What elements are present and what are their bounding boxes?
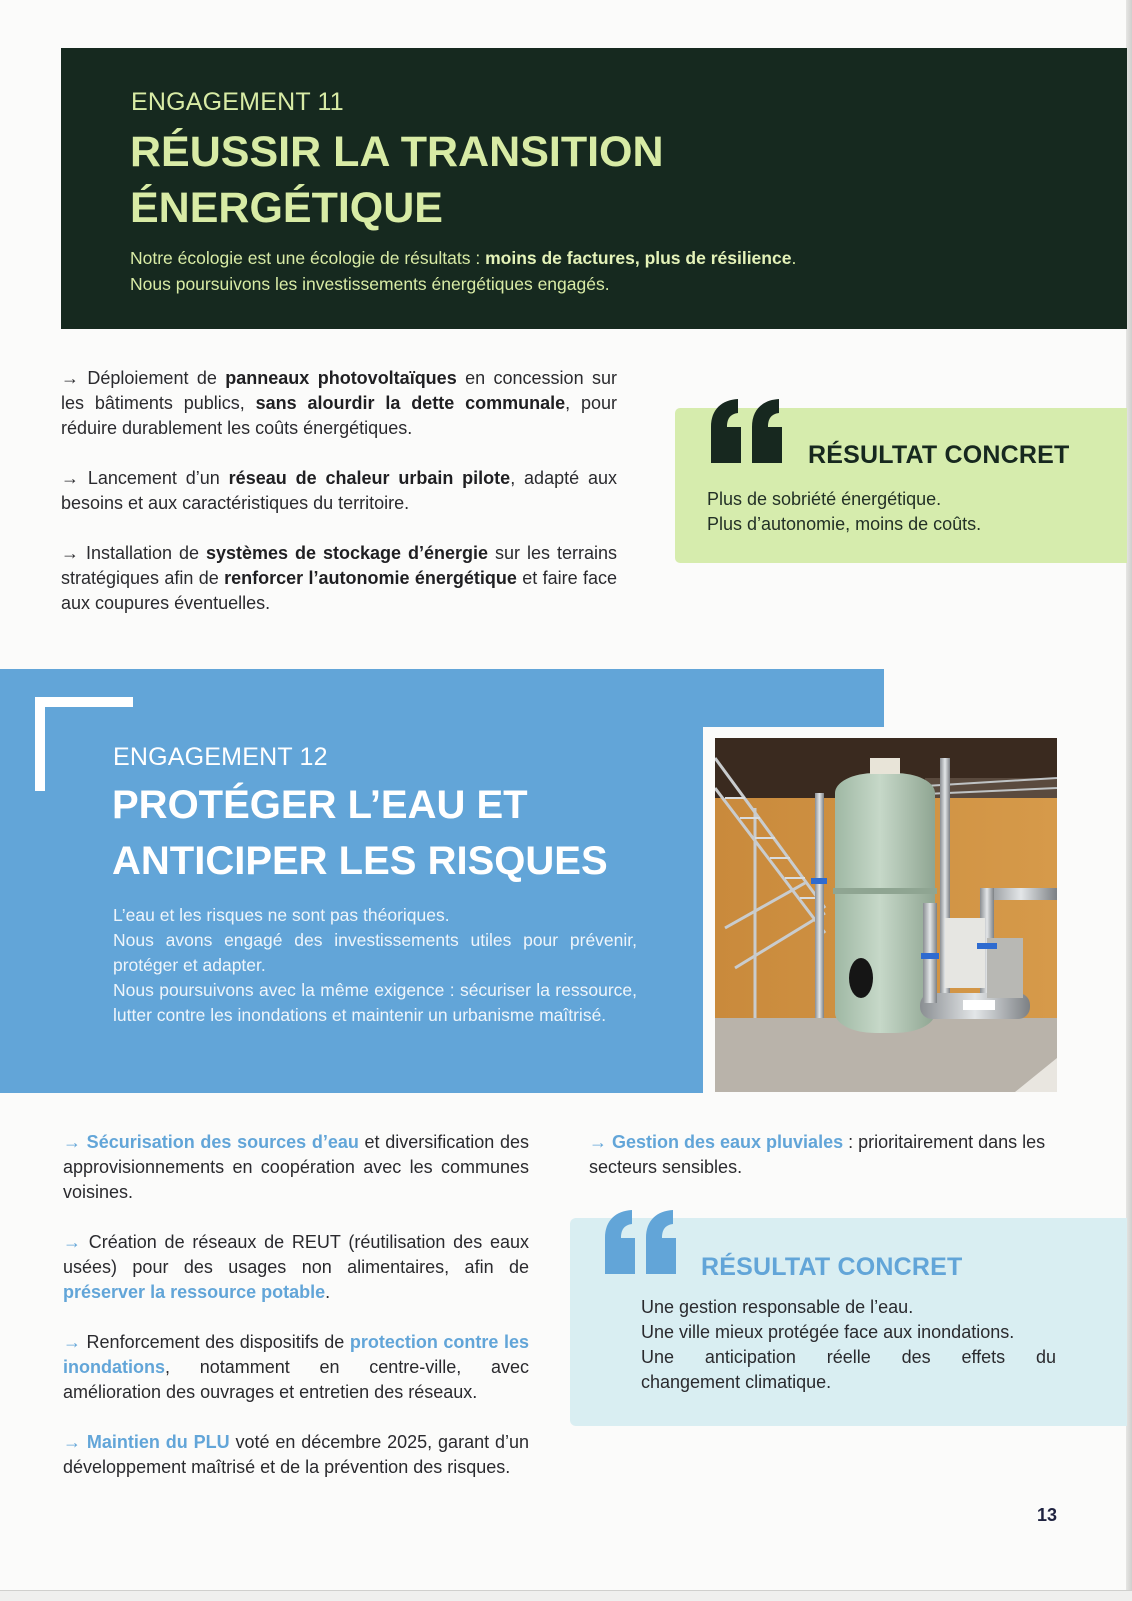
bullet-highlight: Sécurisation des sources d’eau [81, 1132, 359, 1152]
arrow-right-icon: → [63, 1132, 81, 1152]
page-bottom-edge [0, 1590, 1132, 1601]
list-item [63, 1330, 529, 1405]
bullet-text: . [325, 1282, 331, 1302]
water-treatment-photo [715, 738, 1057, 1092]
bullet-text: , notamment en centre-ville, avec amélioration des ouvrages et entretien des réseaux. [63, 1357, 529, 1402]
bullet-text: : prioritairement dans les secteurs sensibles. [589, 1132, 1046, 1177]
engagement-11-header [61, 48, 1127, 329]
bullet-text: , pour réduire durablement les coûts énergétiques. [61, 393, 617, 438]
arrow-right-icon: → [63, 1232, 81, 1252]
list-item [63, 1130, 529, 1205]
list-item [63, 1230, 529, 1305]
result-title: RÉSULTAT CONCRET [808, 441, 1070, 469]
engagement-11-bullet-list [61, 366, 617, 641]
intro-paragraph: L’eau et les risques ne sont pas théoriques. [113, 905, 450, 925]
result-line: Une anticipation réelle des effets du [641, 1347, 1056, 1367]
bullet-text: voté en décembre 2025, garant d’un développement maîtrisé et de la prévention des risques. [63, 1432, 529, 1477]
bullet-emphasis: systèmes de stockage d’énergie [206, 543, 489, 563]
bullet-highlight: Gestion des eaux pluviales [607, 1132, 844, 1152]
engagement-11-title-line2: ÉNERGÉTIQUE [130, 184, 443, 232]
result-text [641, 1295, 1056, 1395]
intro-emphasis: moins de factures, plus de résilience [485, 248, 792, 268]
bullet-highlight: protection contre les inondations [63, 1332, 529, 1377]
result-line: Une gestion responsable de l’eau. [641, 1297, 914, 1317]
arrow-right-icon: → [61, 468, 79, 488]
bullet-text: Lancement d’un [79, 468, 229, 488]
result-line: changement climatique. [641, 1372, 832, 1392]
intro-paragraph: Nous poursuivons avec la même exigence : sécuriser la ressource, lutter contre les inondations et maintenir un urbanisme maîtrisé. [113, 980, 637, 1025]
engagement-11-intro-line2: Nous poursuivons les investissements énergétiques engagés. [130, 274, 610, 294]
engagement-12-intro [113, 903, 637, 1028]
engagement-11-title [130, 124, 830, 236]
bullet-emphasis: renforcer l’autonomie énergétique [224, 568, 517, 588]
quote-icon [708, 397, 786, 463]
list-item [61, 541, 617, 616]
bullet-highlight: préserver la ressource potable [63, 1282, 326, 1302]
engagement-12-title-line1: PROTÉGER L’EAU ET [112, 783, 528, 827]
list-item [61, 366, 617, 441]
arrow-right-icon: → [589, 1132, 607, 1152]
page-number: 13 [1037, 1505, 1058, 1525]
bullet-text: sur les terrains stratégiques afin de [61, 543, 617, 588]
bullet-emphasis: réseau de chaleur urbain pilote [228, 468, 511, 488]
result-title: RÉSULTAT CONCRET [701, 1253, 963, 1281]
result-line: Plus de sobriété énergétique. [707, 489, 942, 509]
quote-icon [602, 1208, 680, 1274]
corner-bracket-decoration [35, 697, 133, 707]
result-text [707, 487, 1107, 537]
bullet-emphasis: sans alourdir la dette communale [255, 393, 566, 413]
bullet-text: , adapté aux besoins et aux caractéristiques du territoire. [61, 468, 617, 513]
engagement-11-title-line1: RÉUSSIR LA TRANSITION [130, 128, 664, 176]
engagement-12-bullet-list [63, 1130, 529, 1505]
corner-bracket-decoration [35, 697, 45, 791]
bullet-text: Déploiement de [79, 368, 226, 388]
bullet-text: et diversification des approvisionnements en coopération avec les communes voisines. [63, 1132, 529, 1202]
result-line: Une ville mieux protégée face aux inondations. [641, 1322, 1015, 1342]
bullet-text: Installation de [79, 543, 206, 563]
bullet-text: Renforcement des dispositifs de [81, 1332, 350, 1352]
engagement-11-intro [130, 245, 1090, 297]
engagement-11-intro-line1 [130, 245, 1090, 271]
arrow-right-icon: → [61, 368, 79, 388]
bullet-text: et faire face aux coupures éventuelles. [61, 568, 618, 613]
bullet-text: en concession sur les bâtiments publics, [61, 368, 617, 413]
engagement-12-kicker: ENGAGEMENT 12 [113, 743, 328, 771]
result-line: Plus d’autonomie, moins de coûts. [707, 514, 982, 534]
list-item-rainwater [589, 1130, 1059, 1180]
bullet-highlight: Maintien du PLU [81, 1432, 230, 1452]
list-item [63, 1430, 529, 1480]
intro-punct: . [791, 248, 797, 268]
list-item [61, 466, 617, 516]
engagement-11-kicker: ENGAGEMENT 11 [131, 88, 344, 116]
bullet-emphasis: panneaux photovoltaïques [225, 368, 457, 388]
arrow-right-icon: → [63, 1332, 81, 1352]
intro-text: Notre écologie est une écologie de résultats : [130, 248, 486, 268]
engagement-12-title-line2: ANTICIPER LES RISQUES [112, 839, 608, 883]
photo-illustration [715, 738, 1057, 1092]
engagement-12-title [112, 777, 672, 889]
intro-paragraph: Nous avons engagé des investissements utiles pour prévenir, protéger et adapter. [113, 930, 637, 975]
arrow-right-icon: → [61, 543, 79, 563]
bullet-text: Création de réseaux de REUT (réutilisation des eaux usées) pour des usages non alimentaires, afin de [63, 1232, 529, 1277]
arrow-right-icon: → [63, 1432, 81, 1452]
